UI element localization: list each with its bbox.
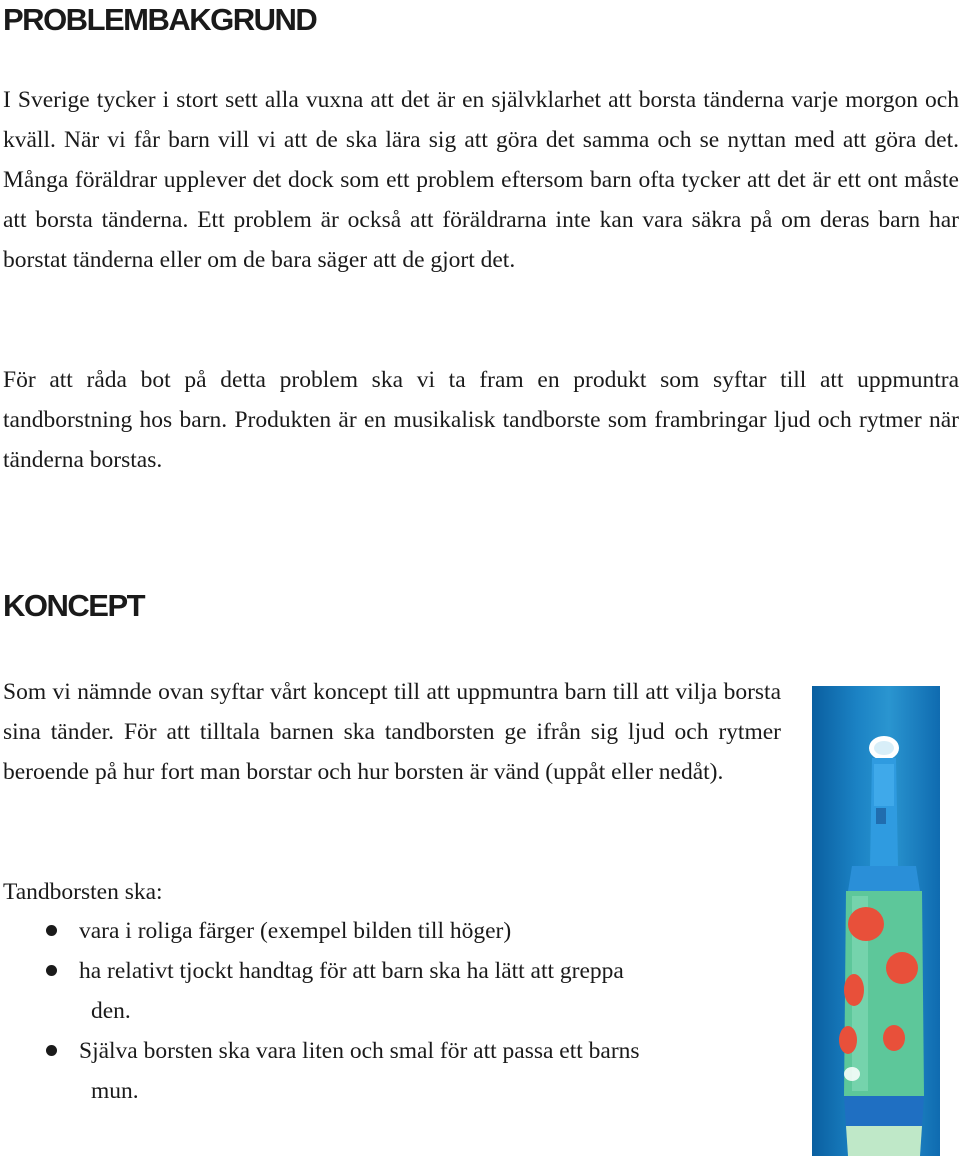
list-item bbox=[0, 1031, 800, 1111]
list-intro: Tandborsten ska: bbox=[3, 879, 163, 905]
list-item-text: Själva borsten ska vara liten och smal för att passa ett barns bbox=[79, 1038, 640, 1064]
list-item-text: vara i roliga färger (exempel bilden till höger) bbox=[79, 918, 512, 944]
list-item bbox=[0, 911, 800, 951]
list-item-continuation: mun. bbox=[91, 1078, 139, 1104]
list-item-text: ha relativt tjockt handtag för att barn ska ha lätt att greppa bbox=[79, 958, 624, 984]
list-item-continuation: den. bbox=[91, 998, 131, 1024]
list-item bbox=[0, 951, 800, 1031]
koncept-paragraph: Som vi nämnde ovan syftar vårt koncept till att uppmuntra barn till att vilja borsta sina tänder. För att tilltala barnen ska tandborsten ge ifrån sig ljud och rytmer beroende på hur fort man borstar och hur borsten är vänd (uppåt eller nedåt). bbox=[3, 679, 781, 785]
problem-paragraph-1: I Sverige tycker i stort sett alla vuxna att det är en självklarhet att borsta tänderna varje morgon och kväll. När vi får barn vill vi att de ska lära sig att göra det samma och se nyttan med att göra det. Många föräldrar upplever det dock som ett problem eftersom barn ofta tycker att det är ett ont måste att borsta tänderna. Ett problem är också att föräldrarna inte kan vara säkra på om deras barn har borstat tänderna eller om de bara säger att de gjort det. bbox=[3, 87, 959, 273]
requirements-list bbox=[0, 911, 800, 1111]
bullet-icon bbox=[46, 925, 57, 936]
toothbrush-photo bbox=[812, 686, 940, 1156]
bullet-icon bbox=[46, 965, 57, 976]
toothbrush-illustration bbox=[812, 686, 940, 1156]
bullet-icon bbox=[46, 1045, 57, 1056]
problem-paragraph-2: För att råda bot på detta problem ska vi ta fram en produkt som syftar till att uppmuntra tandborstning hos barn. Produkten är en musikalisk tandborste som frambringar ljud och rytmer när tänderna borstas. bbox=[3, 367, 959, 473]
heading-koncept: KONCEPT bbox=[3, 588, 145, 623]
heading-problembakgrund: PROBLEMBAKGRUND bbox=[3, 2, 317, 37]
